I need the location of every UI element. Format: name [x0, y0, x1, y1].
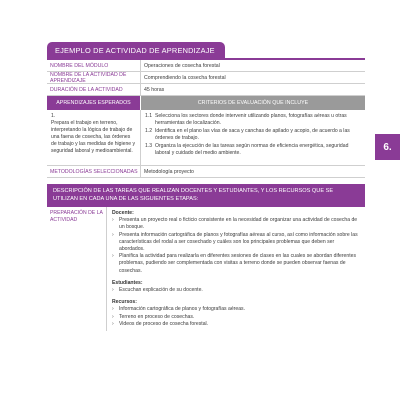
list-item — [112, 306, 360, 313]
list-item — [112, 287, 360, 294]
table-row — [47, 110, 365, 166]
list-item-text: Planifica la actividad para realizarla en diferentes sesiones de clases en las cuales se abordan diferentes problemas, pudiendo ser complementada con visitas a terreno donde se pueden observar faenas de cosechas. — [119, 253, 356, 274]
table-header — [47, 96, 365, 110]
criterio-number: 1.3 — [145, 143, 153, 150]
bullet-icon: › — [112, 231, 114, 238]
bullet-icon: › — [112, 306, 114, 313]
info-row-actividad — [47, 72, 365, 84]
aprendizaje-number: 1. — [51, 113, 56, 119]
criterio-item — [145, 143, 361, 157]
info-label: DURACIÓN DE LA ACTIVIDAD — [47, 84, 141, 95]
aprendizaje-text: Prepara el trabajo en terreno, interpretando la lógica de trabajo de una faena de cosecha, las órdenes de trabajo y las medidas de higiene y seguridad laboral y medioambiental. — [51, 120, 136, 155]
header-aprendizajes: APRENDIZAJES ESPERADOS — [47, 96, 141, 110]
criterio-text: Selecciona los sectores donde intervenir utilizando planos, fotografías aéreas u otras herramientas de localización. — [155, 113, 347, 127]
criterio-text: Organiza la ejecución de las tareas según normas de eficiencia energética, seguridad laboral y cuidado del medio ambiente. — [155, 143, 349, 157]
preparacion-row — [47, 207, 365, 331]
info-label: NOMBRE DE LA ACTIVIDAD DE APRENDIZAJE — [47, 72, 141, 83]
bullet-icon: › — [112, 313, 114, 320]
bullet-icon: › — [112, 320, 114, 327]
info-value: Operaciones de cosecha forestal — [144, 62, 220, 69]
info-label: METODOLOGÍAS SELECCIONADAS — [47, 166, 141, 177]
info-label: NOMBRE DEL MÓDULO — [47, 60, 141, 71]
info-value: 45 horas — [144, 86, 165, 93]
criterio-text: Identifica en el plano las vías de saca y canchas de apilado y acopio, de acuerdo a las órdenes de trabajo. — [155, 128, 350, 142]
criterio-item — [145, 128, 361, 142]
list-item-text: Presenta un proyecto real o ficticio consistente en la necesidad de organizar una actividad de cosecha de un bosque. — [119, 217, 358, 231]
bullet-icon: › — [112, 287, 114, 294]
list-item — [112, 232, 360, 254]
section-title: DESCRIPCIÓN DE LAS TAREAS QUE REALIZAN DOCENTES Y ESTUDIANTES, Y LOS RECURSOS QUE SE UTILIZAN EN CADA UNA DE LAS SIGUIENTES ETAPAS: — [47, 184, 365, 207]
info-value: Metodología proyecto — [144, 168, 194, 175]
page-section-tab: 6. — [375, 134, 400, 160]
info-value: Comprendiendo la cosecha forestal — [144, 74, 226, 81]
bullet-icon: › — [112, 253, 114, 260]
aprendizaje-cell — [47, 110, 141, 165]
list-item — [112, 321, 360, 328]
list-item-text: Terreno en proceso de cosechas. — [119, 313, 195, 320]
header-criterios: CRITERIOS DE EVALUACIÓN QUE INCLUYE — [141, 96, 365, 110]
list-item-text: Escuchan explicación de su docente. — [119, 287, 203, 294]
preparacion-label: PREPARACIÓN DE LA ACTIVIDAD — [47, 207, 107, 331]
bullet-icon: › — [112, 217, 114, 224]
list-item-text: Presenta información cartográfica de planos y fotografías aéreas al curso, así como información sobre las características del rodal a ser cosechado y cuáles son los principales problemas que deben ser abordados. — [119, 231, 358, 253]
estudiantes-title: Estudiantes: — [112, 279, 143, 286]
criterio-item — [145, 113, 361, 127]
activity-document — [47, 40, 365, 331]
info-row-modulo — [47, 60, 365, 72]
info-row-metodologias — [47, 166, 365, 178]
docente-title: Docente: — [112, 210, 134, 216]
recursos-title: Recursos: — [112, 299, 137, 306]
document-title: EJEMPLO DE ACTIVIDAD DE APRENDIZAJE — [47, 42, 225, 58]
list-item-text: Videos de proceso de cosecha forestal. — [119, 320, 209, 327]
info-row-duracion — [47, 84, 365, 96]
list-item — [112, 253, 360, 275]
list-item-text: Información cartográfica de planos y fotografías aéreas. — [119, 306, 245, 313]
list-item — [112, 314, 360, 321]
criterio-number: 1.1 — [145, 113, 153, 119]
list-item — [112, 217, 360, 231]
criterios-cell — [141, 110, 365, 165]
preparacion-content — [107, 207, 365, 331]
criterio-number: 1.2 — [145, 128, 153, 135]
